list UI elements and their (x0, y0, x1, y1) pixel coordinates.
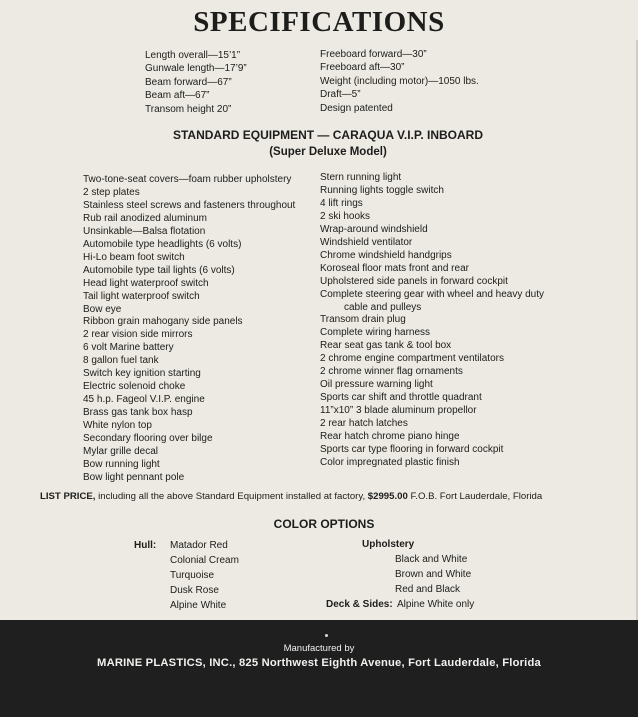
equipment-item: Automobile type headlights (6 volts) (83, 238, 242, 250)
equipment-item: 2 step plates (83, 186, 140, 198)
equipment-item: Switch key ignition starting (83, 368, 201, 380)
equipment-item: Bow eye (83, 303, 122, 315)
equipment-item: Upholstered side panels in forward cockpit (320, 275, 508, 287)
equipment-item: Running lights toggle switch (320, 184, 444, 196)
equipment-heading: STANDARD EQUIPMENT — CARAQUA V.I.P. INBOARD (172, 128, 484, 142)
upholstery-color: Black and White (395, 554, 468, 565)
equipment-item: Oil pressure warning light (320, 379, 433, 391)
page-title: SPECIFICATIONS (193, 6, 445, 38)
upholstery-color: Brown and White (395, 569, 472, 580)
equipment-item: Sports car type flooring in forward cockpit (320, 444, 504, 456)
hull-color: Dusk Rose (170, 585, 219, 596)
equipment-item: Bow running light (83, 458, 160, 470)
equipment-item: Bow light pennant pole (83, 471, 185, 483)
hull-label: Hull: (134, 540, 157, 551)
equipment-item: 2 rear vision side mirrors (83, 329, 193, 341)
spec-item: Freeboard forward—30” (320, 49, 427, 60)
equipment-right-column (320, 172, 544, 470)
equipment-item: 45 h.p. Fageol V.I.P. engine (83, 394, 205, 406)
hull-colors-list (170, 538, 239, 613)
equipment-item: Secondary flooring over bilge (83, 433, 213, 445)
hull-color: Colonial Cream (170, 555, 239, 566)
spec-item: Beam forward—67” (145, 76, 232, 88)
hull-color: Matador Red (170, 540, 228, 551)
equipment-item: Stainless steel screws and fasteners throughout (83, 199, 296, 211)
manufactured-by-text: Manufactured by (283, 643, 355, 654)
list-price-line (40, 491, 542, 502)
equipment-item: cable and pulleys (344, 301, 422, 313)
equipment-item: 4 lift rings (320, 197, 363, 209)
equipment-item: 6 volt Marine battery (83, 342, 174, 354)
equipment-item: 2 chrome engine compartment ventilators (320, 353, 504, 365)
upholstery-label: Upholstery (362, 539, 415, 550)
manufacturer-footer (0, 620, 638, 717)
footer-dot (325, 634, 328, 637)
equipment-item: Complete wiring harness (320, 327, 431, 339)
equipment-item: Transom drain plug (320, 314, 406, 326)
equipment-subheading: (Super Deluxe Model) (269, 146, 387, 158)
equipment-item: Complete steering gear with wheel and heavy duty (320, 288, 545, 300)
spec-item: Freeboard aft—30” (320, 62, 405, 74)
equipment-item: Hi-Lo beam foot switch (83, 251, 185, 263)
equipment-item: Brass gas tank box hasp (83, 407, 193, 419)
equipment-item: Koroseal floor mats front and rear (320, 262, 469, 274)
equipment-item: Mylar grille decal (83, 446, 159, 458)
spec-item: Weight (including motor)—1050 lbs. (320, 75, 479, 87)
equipment-item: 2 rear hatch latches (320, 418, 408, 430)
deck-sides-value: Alpine White only (397, 599, 475, 610)
color-options-heading: COLOR OPTIONS (273, 517, 375, 531)
list-price-amount: $2995.00 (367, 491, 408, 502)
equipment-item: White nylon top (83, 420, 152, 432)
equipment-item: Rear seat gas tank & tool box (320, 340, 452, 352)
deck-sides-label: Deck & Sides: (326, 599, 393, 610)
specs-left-column (145, 49, 247, 116)
equipment-item: 2 ski hooks (320, 210, 371, 222)
list-price-text: including all the above Standard Equipment installed at factory, (95, 491, 368, 502)
equipment-item: Windshield ventilator (320, 236, 413, 248)
hull-color: Alpine White (170, 600, 227, 611)
specs-right-column (320, 48, 479, 115)
equipment-item: 8 gallon fuel tank (83, 355, 159, 367)
spec-item: Length overall—15’1” (145, 50, 241, 61)
equipment-item: Unsinkable—Balsa flotation (83, 225, 206, 237)
spec-item: Design patented (320, 102, 393, 114)
equipment-item: Electric solenoid choke (83, 381, 186, 393)
equipment-item: Rear hatch chrome piano hinge (320, 431, 460, 443)
list-price-terms: F.O.B. Fort Lauderdale, Florida (407, 491, 543, 502)
equipment-item: 2 chrome winner flag ornaments (320, 366, 463, 378)
equipment-item: 11”x10” 3 blade aluminum propellor (320, 405, 477, 417)
equipment-item: Automobile type tail lights (6 volts) (83, 264, 235, 276)
list-price-label: LIST PRICE, (40, 491, 96, 502)
hull-color: Turquoise (170, 570, 215, 581)
equipment-item: Ribbon grain mahogany side panels (83, 316, 243, 328)
equipment-item: Color impregnated plastic finish (320, 456, 460, 468)
equipment-item: Wrap-around windshield (320, 223, 428, 235)
equipment-left-column (83, 174, 295, 485)
equipment-item: Two-tone-seat covers—foam rubber upholstery (83, 174, 292, 185)
spec-item: Gunwale length—17’9” (145, 63, 247, 75)
equipment-item: Sports car shift and throttle quadrant (320, 392, 482, 404)
equipment-item: Chrome windshield handgrips (320, 249, 452, 261)
equipment-item: Head light waterproof switch (83, 277, 209, 289)
upholstery-colors-list (395, 552, 471, 597)
equipment-item: Stern running light (320, 172, 402, 183)
upholstery-color: Red and Black (395, 584, 461, 595)
spec-item: Draft—5” (320, 89, 361, 101)
equipment-item: Tail light waterproof switch (83, 290, 200, 302)
equipment-item: Rub rail anodized aluminum (83, 212, 207, 224)
spec-item: Transom height 20” (145, 103, 232, 115)
spec-item: Beam aft—67” (145, 90, 210, 102)
manufacturer-address: MARINE PLASTICS, INC., 825 Northwest Eighth Avenue, Fort Lauderdale, Florida (97, 657, 541, 669)
